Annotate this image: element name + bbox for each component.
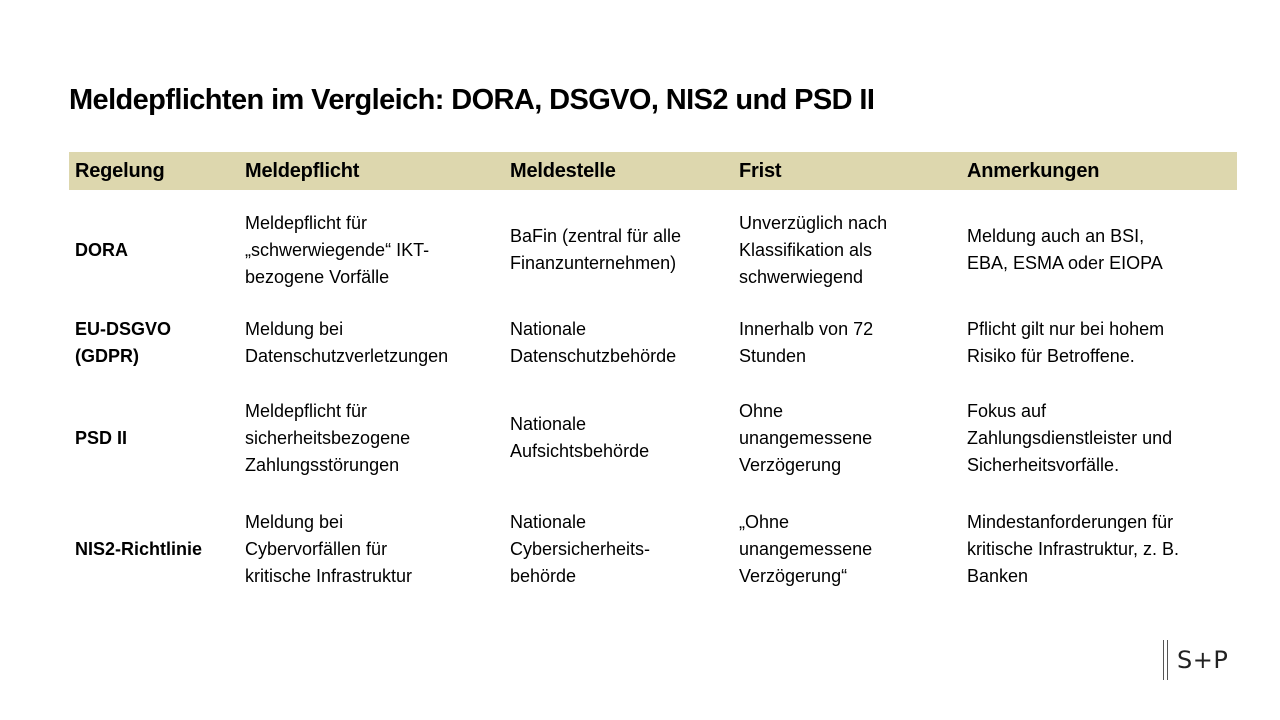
cell-frist: „Ohne unangemessene Verzögerung“ bbox=[739, 511, 873, 586]
cell-meldepflicht: Meldepflicht für sicherheitsbezogene Zahlungsstörungen bbox=[245, 400, 411, 475]
cell-anmerkungen: Mindestanforderungen für kritische Infrastruktur, z. B. Banken bbox=[967, 511, 1180, 586]
cell-meldestelle: Nationale Cybersicherheits- behörde bbox=[510, 511, 651, 586]
logo-bar-left bbox=[1163, 640, 1164, 680]
cell-frist: Unverzüglich nach Klassifikation als schwerwiegend bbox=[739, 212, 888, 287]
header-regelung: Regelung bbox=[69, 152, 239, 190]
cell-meldestelle: BaFin (zentral für alle Finanzunternehmen) bbox=[510, 226, 682, 273]
cell-meldepflicht: Meldung bei Datenschutzverletzungen bbox=[245, 319, 449, 366]
table-row bbox=[69, 190, 1237, 310]
cell-regelung: EU-DSGVO (GDPR) bbox=[75, 319, 172, 366]
logo-text: S+P bbox=[1177, 646, 1229, 674]
table-header-row bbox=[69, 152, 1237, 190]
comparison-table bbox=[69, 152, 1237, 598]
cell-frist: Ohne unangemessene Verzögerung bbox=[739, 400, 873, 475]
logo-bar-right bbox=[1167, 640, 1168, 680]
header-meldepflicht: Meldepflicht bbox=[239, 152, 504, 190]
company-logo bbox=[1163, 640, 1228, 680]
cell-meldestelle: Nationale Datenschutzbehörde bbox=[510, 319, 677, 366]
cell-meldepflicht: Meldepflicht für „schwerwiegende“ IKT- bezogene Vorfälle bbox=[245, 212, 430, 287]
cell-meldestelle: Nationale Aufsichtsbehörde bbox=[510, 414, 650, 461]
cell-regelung: DORA bbox=[75, 239, 128, 260]
cell-meldepflicht: Meldung bei Cybervorfällen für kritische Infrastruktur bbox=[245, 511, 413, 586]
cell-regelung: PSD II bbox=[75, 427, 128, 448]
table-row bbox=[69, 500, 1237, 598]
cell-anmerkungen: Pflicht gilt nur bei hohem Risiko für Betroffene. bbox=[967, 319, 1165, 366]
cell-frist: Innerhalb von 72 Stunden bbox=[739, 319, 874, 366]
cell-anmerkungen: Fokus auf Zahlungsdienstleister und Sicherheitsvorfälle. bbox=[967, 400, 1173, 475]
cell-anmerkungen: Meldung auch an BSI, EBA, ESMA oder EIOPA bbox=[967, 226, 1163, 273]
table-row bbox=[69, 310, 1237, 376]
header-anmerkungen: Anmerkungen bbox=[961, 152, 1237, 190]
table-row bbox=[69, 376, 1237, 500]
header-frist: Frist bbox=[733, 152, 961, 190]
cell-regelung: NIS2-Richtlinie bbox=[75, 538, 203, 559]
header-meldestelle: Meldestelle bbox=[504, 152, 733, 190]
page-title: Meldepflichten im Vergleich: DORA, DSGVO, NIS2 und PSD II bbox=[69, 84, 875, 116]
